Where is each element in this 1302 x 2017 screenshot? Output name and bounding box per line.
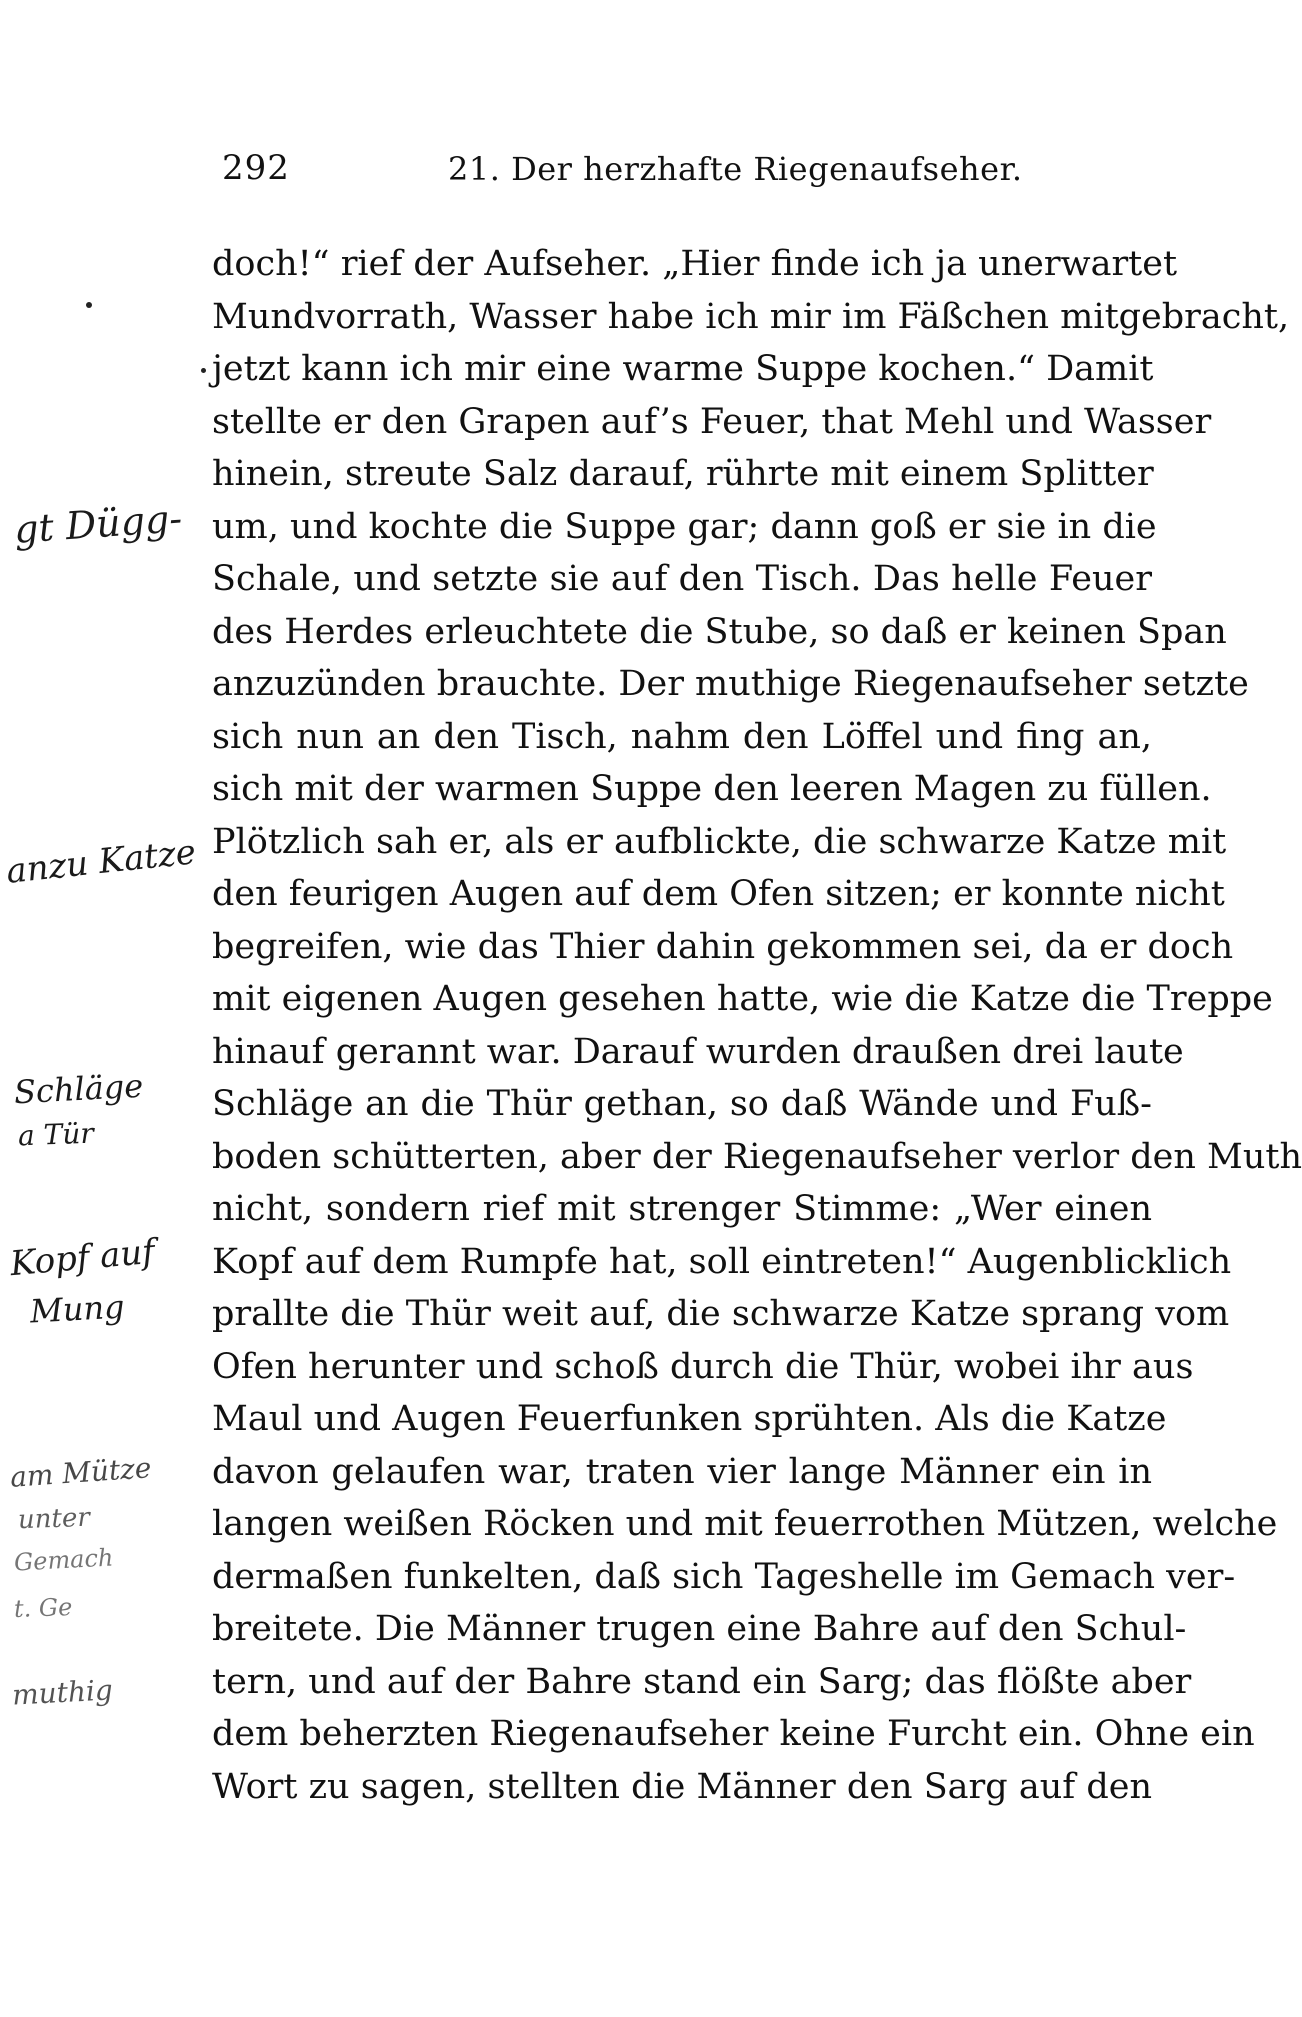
text-line: davon gelaufen war, traten vier lange Männer ein in	[212, 1451, 1152, 1492]
text-line: boden schütterten, aber der Riegenaufseher verlor den Muth	[212, 1136, 1302, 1177]
margin-note: muthig	[11, 1673, 114, 1712]
text-line: sich nun an den Tisch, nahm den Löffel und fing an,	[212, 716, 1152, 757]
page-number: 292	[222, 148, 290, 188]
margin-note: t. Ge	[13, 1592, 73, 1624]
text-line: mit eigenen Augen gesehen hatte, wie die Katze die Treppe	[212, 979, 1273, 1019]
margin-note: Schläge	[13, 1066, 145, 1112]
text-line: begreifen, wie das Thier dahin gekommen sei, da er doch	[212, 926, 1234, 967]
text-line: Schale, und setzte sie auf den Tisch. Das helle Feuer	[212, 559, 1152, 599]
text-line: Schläge an die Thür gethan, so daß Wände und Fuß-	[212, 1084, 1152, 1124]
text-line: sich mit der warmen Suppe den leeren Magen zu füllen.	[212, 769, 1212, 809]
ink-dot	[86, 302, 92, 308]
margin-note: am Mütze	[9, 1451, 153, 1494]
text-line: Mundvorrath, Wasser habe ich mir im Fäßchen mitgebracht,	[212, 296, 1290, 337]
margin-note: unter	[17, 1502, 91, 1536]
text-line: Wort zu sagen, stellten die Männer den Sarg auf den	[212, 1766, 1152, 1807]
page-header	[222, 148, 1154, 198]
margin-note: Gemach	[13, 1543, 115, 1577]
margin-note: anzu Katze	[4, 832, 198, 892]
text-line: den feurigen Augen auf dem Ofen sitzen; er konnte nicht	[212, 874, 1225, 914]
margin-note: a Tür	[17, 1116, 95, 1153]
text-line: nicht, sondern rief mit strenger Stimme: „Wer einen	[212, 1189, 1152, 1229]
text-line: jetzt kann ich mir eine warme Suppe kochen.“ Damit	[212, 349, 1154, 389]
margin-note: Kopf auf	[8, 1231, 157, 1285]
text-line: anzuzünden brauchte. Der muthige Riegenaufseher setzte	[212, 664, 1249, 704]
text-line: des Herdes erleuchtete die Stube, so daß er keinen Span	[212, 611, 1227, 652]
text-line: tern, und auf der Bahre stand ein Sarg; das flößte aber	[212, 1661, 1192, 1702]
text-line: hinein, streute Salz darauf, rührte mit einem Splitter	[212, 454, 1154, 494]
margin-note: Mung	[29, 1287, 126, 1331]
text-line: um, und kochte die Suppe gar; dann goß er sie in die	[212, 506, 1157, 547]
margin-annotations	[0, 0, 220, 2017]
text-line: Plötzlich sah er, als er aufblickte, die schwarze Katze mit	[212, 821, 1227, 862]
text-line: dermaßen funkelten, daß sich Tageshelle im Gemach ver-	[212, 1556, 1236, 1597]
text-line: stellte er den Grapen auf’s Feuer, that Mehl und Wasser	[212, 401, 1212, 442]
ink-dot	[201, 368, 206, 373]
body-text	[212, 238, 1302, 1813]
margin-note: gt Dügg-	[12, 496, 184, 552]
text-line: Maul und Augen Feuerfunken sprühten. Als die Katze	[212, 1399, 1167, 1439]
text-line: Ofen herunter und schoß durch die Thür, wobei ihr aus	[212, 1346, 1194, 1387]
text-line: prallte die Thür weit auf, die schwarze Katze sprang vom	[212, 1294, 1230, 1334]
text-line: dem beherzten Riegenaufseher keine Furcht ein. Ohne ein	[212, 1714, 1255, 1754]
text-line: Kopf auf dem Rumpfe hat, soll eintreten!“ Augenblicklich	[212, 1241, 1232, 1282]
text-line: breitete. Die Männer trugen eine Bahre auf den Schul-	[212, 1609, 1187, 1649]
running-head: 21. Der herzhafte Riegenaufseher.	[448, 150, 1023, 188]
text-line: doch!“ rief der Aufseher. „Hier finde ich ja unerwartet	[212, 244, 1178, 284]
text-line: langen weißen Röcken und mit feuerrothen Mützen, welche	[212, 1504, 1278, 1544]
text-line: hinauf gerannt war. Darauf wurden draußen drei laute	[212, 1031, 1184, 1072]
